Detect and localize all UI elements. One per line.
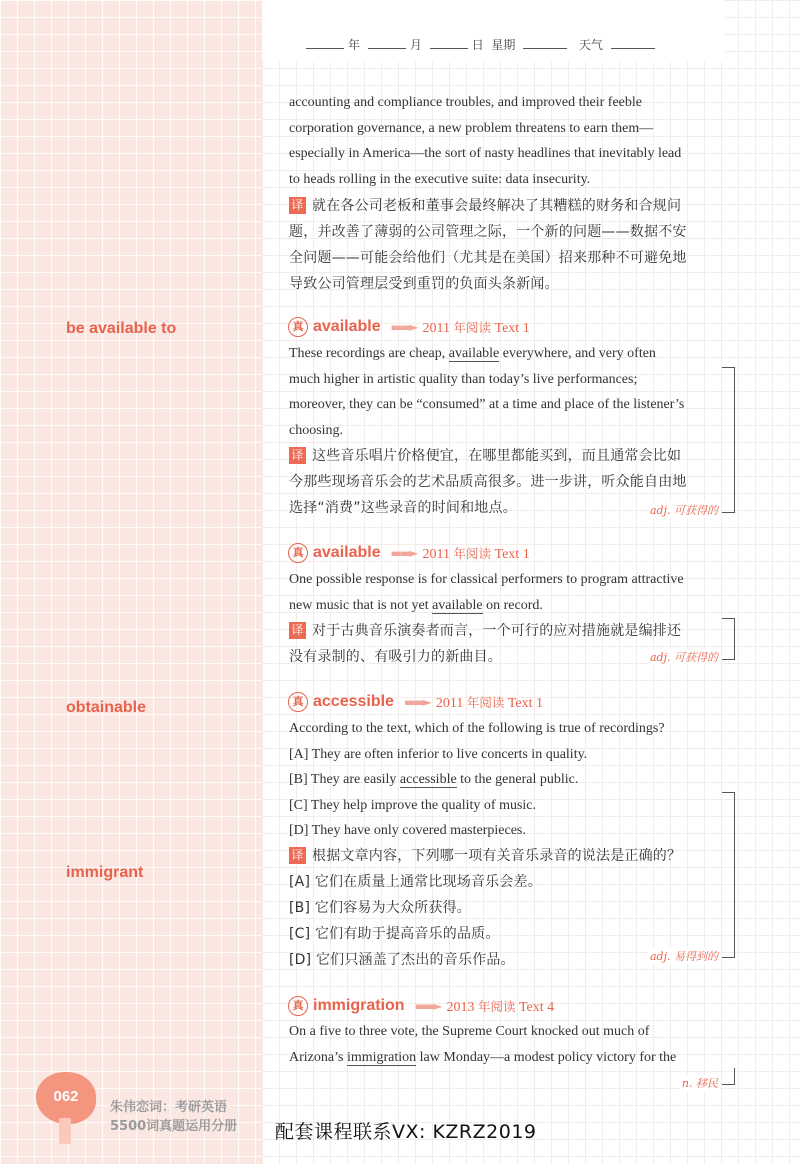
definition-bracket (722, 792, 735, 958)
month-label: 月 (409, 38, 422, 52)
definition-note: adj. 可获得的 (649, 651, 718, 664)
page-number: 062 (53, 1088, 79, 1105)
intro-english: accounting and compliance troubles, and improved their feeble corporation governance, a new problem threatens to earn them— especially in America—the sort of nasty headlines that inevitably lead to heads rolling in the executive suite: data insecurity. (289, 95, 682, 187)
tree-icon (59, 1118, 71, 1144)
year-label: 年 (348, 38, 361, 52)
entry-translation: 译 对于古典音乐演奏者而言，一个可行的应对措施就是编排还 没有录制的、有吸引力的新曲目。 (289, 623, 682, 665)
intro-translation: 译 就在各公司老板和董事会最终解决了其糟糕的财务和合规问 题，并改善了薄弱的公司管理之际，一个新的问题——数据不安 全问题——可能会给他们（尤其是在美国）招来那种不可避免地 导致公司管理层受到重罚的负面头条新闻。 (289, 198, 687, 292)
source-label: 2011 年阅读 Text 1 (435, 694, 544, 711)
entry-english: One possible response is for classical performers to program attractive new music that is not yet available on record. (289, 572, 684, 613)
entry-english: These recordings are cheap, available everywhere, and very often much higher in artistic quality than today’s live performances; moreover, they can be “consumed” at a time and place of the listener’s choosing. (289, 346, 685, 438)
day-label: 日 (471, 38, 484, 52)
entry-english: According to the text, which of the following is true of recordings? [A] They are often inferior to live concerts in quality. [B] They are easily accessible to the general public. [C] They help improve the quality of music. [D] They have only covered masterpieces. (289, 721, 665, 838)
entry-heading (288, 316, 530, 338)
headword: available (313, 318, 381, 335)
real-exam-icon: 真 (288, 317, 308, 337)
side-word-immigrant: immigrant (66, 864, 144, 881)
source-label: 2011 年阅读 Text 1 (422, 545, 530, 562)
side-word-obtainable: obtainable (66, 699, 147, 716)
keyword-underline: accessible (399, 772, 457, 787)
real-exam-icon: 真 (288, 996, 308, 1016)
translation-mark-icon: 译 (289, 447, 306, 464)
headword: available (313, 544, 381, 561)
entry-translation: 译 这些音乐唱片价格便宜，在哪里都能买到，而且通常会比如 今那些现场音乐会的艺术品质高很多。进一步讲，听众能自由地 选择“消费”这些录音的时间和地点。 (289, 448, 687, 516)
entry-heading (288, 542, 530, 564)
book-title: 朱伟恋词：考研英语 5500词真题运用分册 (110, 1100, 238, 1134)
source-label: 2011 年阅读 Text 1 (422, 319, 530, 336)
definition-note: adj. 易得到的 (649, 950, 718, 963)
headword: immigration (313, 997, 405, 1014)
headword: accessible (313, 693, 394, 710)
entry-heading (288, 691, 543, 713)
translation-mark-icon: 译 (289, 197, 306, 214)
side-word-be-available-to: be available to (66, 320, 177, 337)
weather-label: 天气 (578, 38, 603, 52)
translation-mark-icon: 译 (289, 847, 306, 864)
definition-bracket (722, 367, 735, 513)
definition-note: n. 移民 (681, 1077, 718, 1090)
keyword-underline: available (448, 346, 500, 361)
arrow-icon: ▬▬► (403, 695, 430, 709)
entry-heading (288, 995, 554, 1017)
contact-watermark: 配套课程联系VX: KZRZ2019 (275, 1121, 537, 1143)
translation-mark-icon: 译 (289, 622, 306, 639)
arrow-icon: ▬▬► (414, 999, 441, 1013)
definition-bracket (722, 618, 735, 660)
keyword-underline: immigration (346, 1049, 417, 1065)
definition-bracket (722, 1068, 735, 1085)
weekday-label: 星期 (491, 38, 516, 52)
entry-translation: 译 根据文章内容，下列哪一项有关音乐录音的说法是正确的？ [A] 它们在质量上通常比现场音乐会差。 [B] 它们容易为大众所获得。 [C] 它们有助于提高音乐的品质。 [D] 它们只涵盖了杰出的音乐作品。 (289, 848, 682, 968)
keyword-underline: available (432, 597, 483, 613)
entry-english: On a five to three vote, the Supreme Court knocked out much of Arizona’s immigration law Monday—a modest policy victory for the (289, 1024, 677, 1065)
arrow-icon: ▬▬► (390, 546, 417, 560)
definition-note: adj. 可获得的 (649, 504, 718, 517)
arrow-icon: ▬▬► (390, 320, 417, 334)
left-margin-panel (0, 0, 262, 1164)
real-exam-icon: 真 (288, 692, 308, 712)
date-line (302, 36, 659, 53)
source-label: 2013 年阅读 Text 4 (446, 998, 555, 1015)
real-exam-icon: 真 (288, 543, 308, 563)
page-number-badge (36, 1072, 96, 1126)
